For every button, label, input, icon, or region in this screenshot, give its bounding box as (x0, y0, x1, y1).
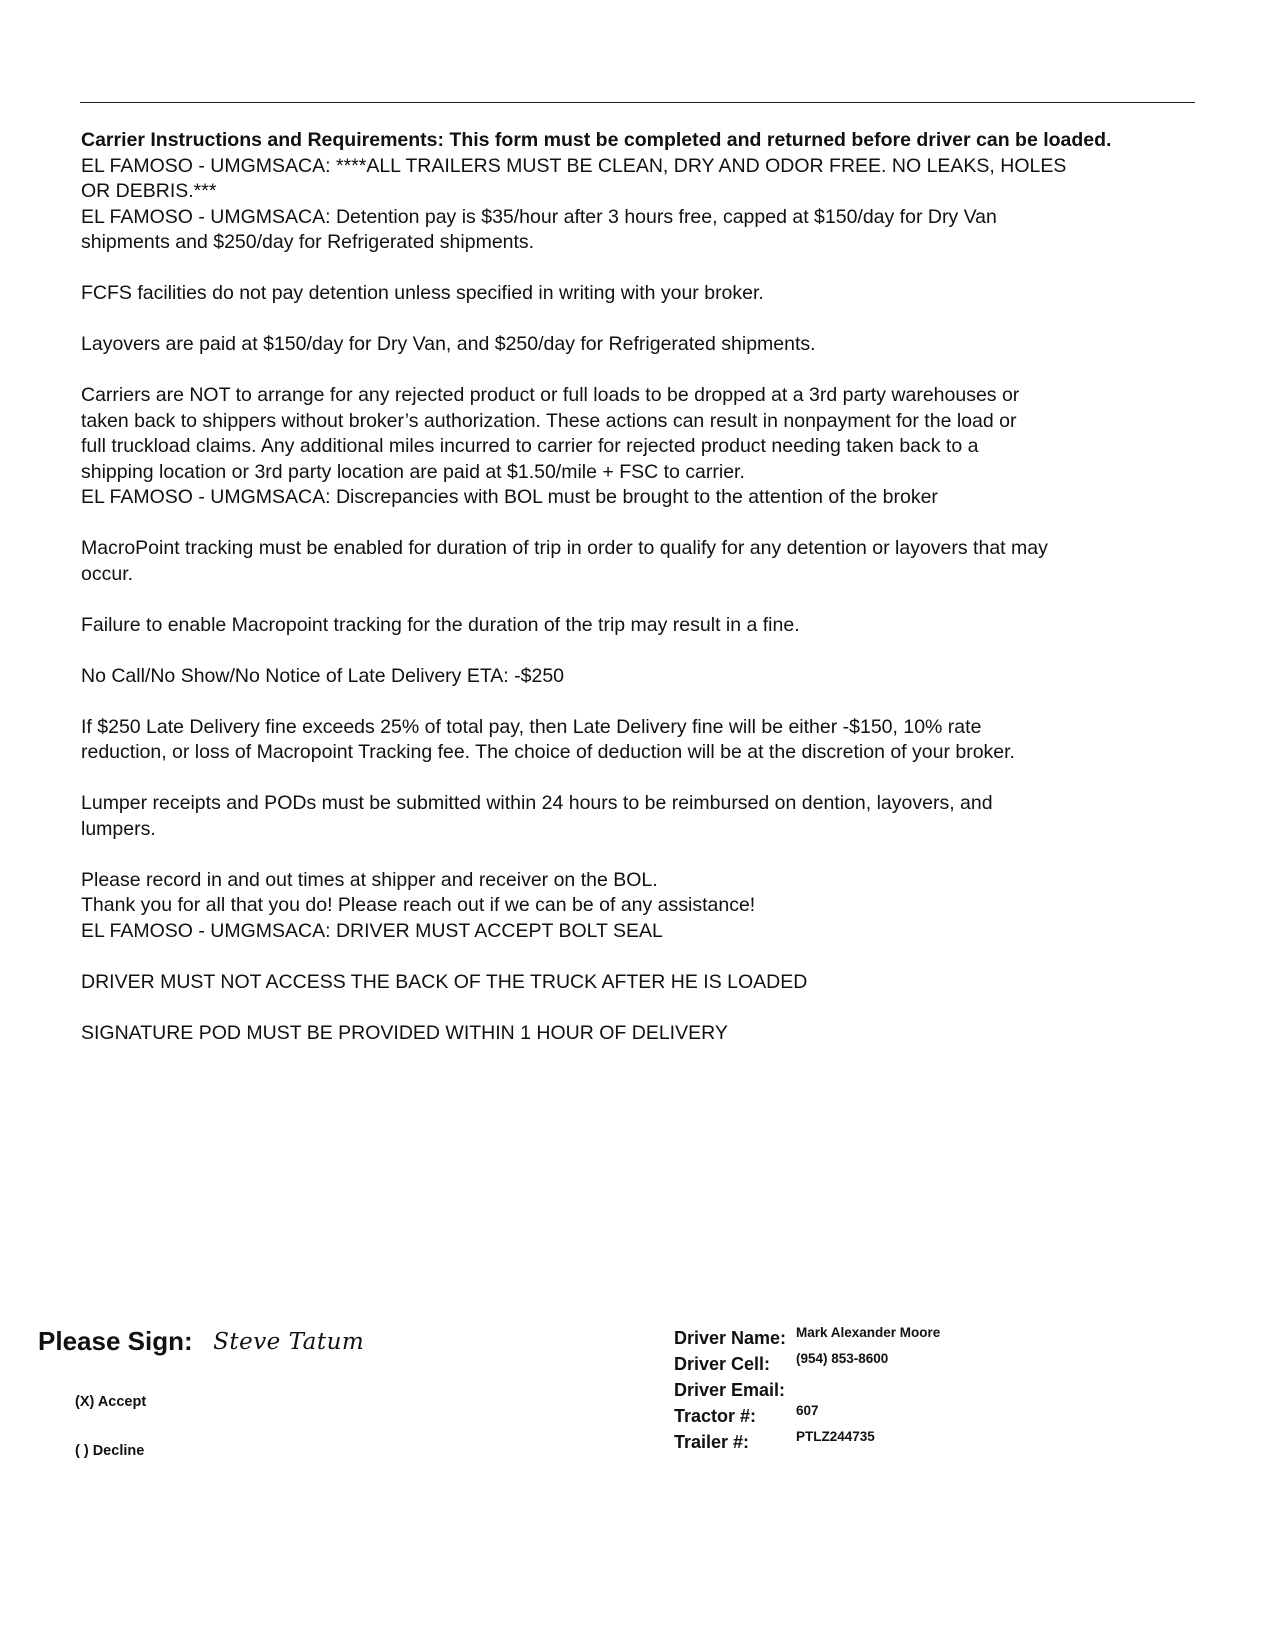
paragraph-gap (81, 689, 1201, 715)
paragraph-gap (81, 307, 1201, 333)
instruction-line: shipments and $250/day for Refrigerated shipments. (81, 231, 535, 253)
driver-name-label: Driver Name: (674, 1328, 787, 1348)
instruction-line: taken back to shippers without broker’s authorization. These actions can result in nonpayment for the load or (81, 409, 1017, 432)
instruction-line: EL FAMOSO - UMGMSACA: Discrepancies with BOL must be brought to the attention of the broker (81, 486, 938, 508)
tractor-label: Tractor #: (674, 1406, 757, 1426)
driver-cell-label: Driver Cell: (674, 1354, 771, 1374)
tractor-value: 607 (796, 1403, 819, 1418)
instruction-line: EL FAMOSO - UMGMSACA: Detention pay is $35/hour after 3 hours free, capped at $150/day for Dry Van (81, 205, 997, 228)
instruction-line: MacroPoint tracking must be enabled for duration of trip in order to qualify for any detention or layovers that may (81, 537, 1048, 559)
handwritten-signature: Steve Tatum (213, 1328, 365, 1355)
paragraph-gap (81, 766, 1201, 792)
accept-option[interactable]: (X) Accept (75, 1394, 147, 1410)
instructions-body (81, 154, 1201, 1047)
instruction-line: SIGNATURE POD MUST BE PROVIDED WITHIN 1 HOUR OF DELIVERY (81, 1021, 728, 1044)
signature-block (38, 1326, 364, 1357)
instruction-line: shipping location or 3rd party location are paid at $1.50/mile + FSC to carrier. (81, 460, 745, 483)
paragraph-gap (81, 944, 1201, 970)
header-divider (80, 102, 1195, 103)
paragraph-gap (81, 256, 1201, 282)
instruction-line: No Call/No Show/No Notice of Late Delivery ETA: -$250 (81, 664, 565, 687)
instruction-line: OR DEBRIS.*** (81, 180, 217, 202)
instruction-line: Please record in and out times at shipper and receiver on the BOL. (81, 868, 658, 891)
instruction-line: lumpers. (81, 817, 156, 840)
instruction-line: Thank you for all that you do! Please reach out if we can be of any assistance! (81, 894, 756, 916)
paragraph-gap (81, 638, 1201, 664)
instruction-line: occur. (81, 562, 134, 585)
trailer-label: Trailer #: (674, 1432, 750, 1452)
paragraph-gap (81, 511, 1201, 537)
driver-name-value: Mark Alexander Moore (796, 1325, 941, 1340)
driver-email-label: Driver Email: (674, 1380, 786, 1400)
paragraph-gap (81, 358, 1201, 384)
paragraph-gap (81, 842, 1201, 868)
decline-option[interactable]: ( ) Decline (75, 1443, 145, 1459)
instructions-heading: Carrier Instructions and Requirements: This form must be completed and returned before driver can be loaded. (81, 129, 1112, 151)
instruction-line: DRIVER MUST NOT ACCESS THE BACK OF THE TRUCK AFTER HE IS LOADED (81, 970, 808, 993)
carrier-instructions (81, 128, 1201, 1046)
instruction-line: Failure to enable Macropoint tracking for the duration of the trip may result in a fine. (81, 613, 800, 636)
sign-label: Please Sign: (38, 1326, 193, 1356)
paragraph-gap (81, 587, 1201, 613)
instruction-line: FCFS facilities do not pay detention unless specified in writing with your broker. (81, 282, 764, 304)
instruction-line: If $250 Late Delivery fine exceeds 25% of total pay, then Late Delivery fine will be either -$150, 10% rate (81, 715, 982, 738)
trailer-value: PTLZ244735 (796, 1429, 875, 1444)
instruction-line: EL FAMOSO - UMGMSACA: ****ALL TRAILERS MUST BE CLEAN, DRY AND ODOR FREE. NO LEAKS, HOLES (81, 154, 1067, 177)
paragraph-gap (81, 995, 1201, 1021)
instruction-line: full truckload claims. Any additional miles incurred to carrier for rejected product needing taken back to a (81, 435, 979, 457)
instruction-line: EL FAMOSO - UMGMSACA: DRIVER MUST ACCEPT BOLT SEAL (81, 919, 663, 942)
instruction-line: Layovers are paid at $150/day for Dry Van, and $250/day for Refrigerated shipments. (81, 333, 816, 355)
driver-cell-value: (954) 853-8600 (796, 1351, 889, 1366)
instruction-line: reduction, or loss of Macropoint Tracking fee. The choice of deduction will be at the discretion of your broker. (81, 741, 1015, 763)
instruction-line: Lumper receipts and PODs must be submitted within 24 hours to be reimbursed on dention, layovers, and (81, 792, 993, 814)
instruction-line: Carriers are NOT to arrange for any rejected product or full loads to be dropped at a 3rd party warehouses or (81, 384, 1020, 406)
